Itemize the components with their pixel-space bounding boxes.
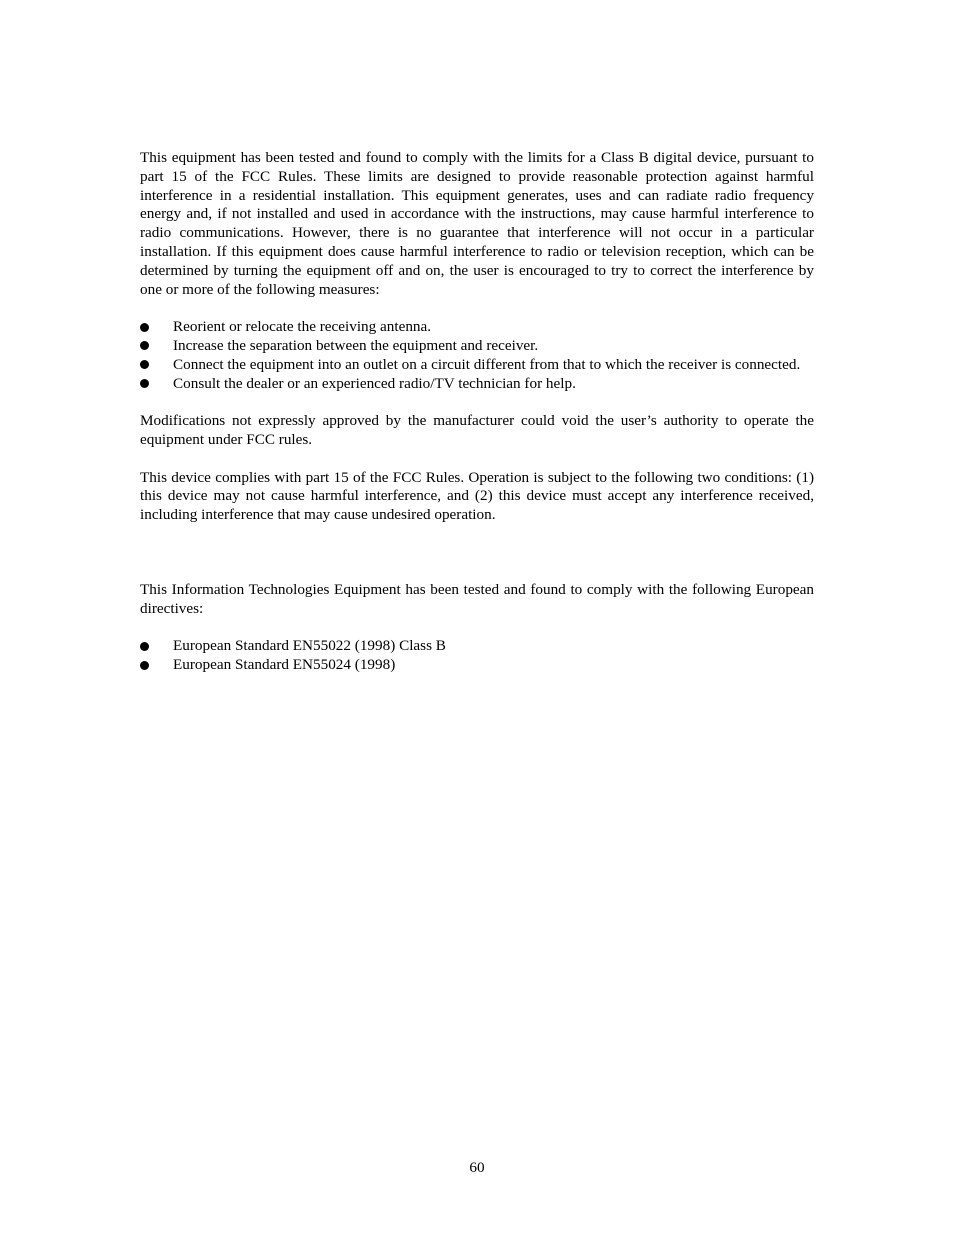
list-item	[140, 318, 814, 337]
bullet-icon	[140, 661, 149, 670]
list-item	[140, 656, 814, 675]
bullet-icon	[140, 360, 149, 369]
bullet-icon	[140, 341, 149, 350]
fcc-intro-paragraph: This equipment has been tested and found to comply with the limits for a Class B digital device, pursuant to part 15 of the FCC Rules. These limits are designed to provide reasonable protection against harmful interference in a residential installation. This equipment generates, uses and can radiate radio frequency energy and, if not installed and used in accordance with the instructions, may cause harmful interference to radio communications. However, there is no guarantee that interference will not occur in a particular installation. If this equipment does cause harmful interference to radio or television reception, which can be determined by turning the equipment off and on, the user is encouraged to try to correct the interference by one or more of the following measures:	[140, 149, 814, 298]
bullet-icon	[140, 379, 149, 388]
bullet-icon	[140, 323, 149, 332]
list-item	[140, 637, 814, 656]
measure-text: Connect the equipment into an outlet on a circuit different from that to which the receiver is connected.	[173, 355, 801, 373]
fcc-modifications-paragraph: Modifications not expressly approved by the manufacturer could void the user’s authority to operate the equipment under FCC rules.	[140, 412, 814, 448]
list-item	[140, 356, 814, 375]
directive-text: European Standard EN55022 (1998) Class B	[173, 637, 446, 655]
measure-text: Reorient or relocate the receiving antenna.	[173, 318, 432, 336]
page-content	[140, 149, 814, 694]
page-number: 60	[469, 1159, 485, 1176]
fcc-compliance-paragraph: This device complies with part 15 of the FCC Rules. Operation is subject to the following two conditions: (1) this device may not cause harmful interference, and (2) this device must accept any interference received, including interference that may cause undesired operation.	[140, 468, 814, 524]
bullet-icon	[140, 642, 149, 651]
ce-intro-paragraph: This Information Technologies Equipment has been tested and found to comply with the following European directives:	[140, 580, 814, 617]
list-item	[140, 337, 814, 356]
measure-text: Increase the separation between the equipment and receiver.	[173, 336, 539, 354]
list-item	[140, 375, 814, 394]
measure-text: Consult the dealer or an experienced radio/TV technician for help.	[173, 374, 576, 392]
ce-directives-list	[140, 637, 814, 675]
fcc-measures-list	[140, 318, 814, 393]
directive-text: European Standard EN55024 (1998)	[173, 656, 396, 674]
